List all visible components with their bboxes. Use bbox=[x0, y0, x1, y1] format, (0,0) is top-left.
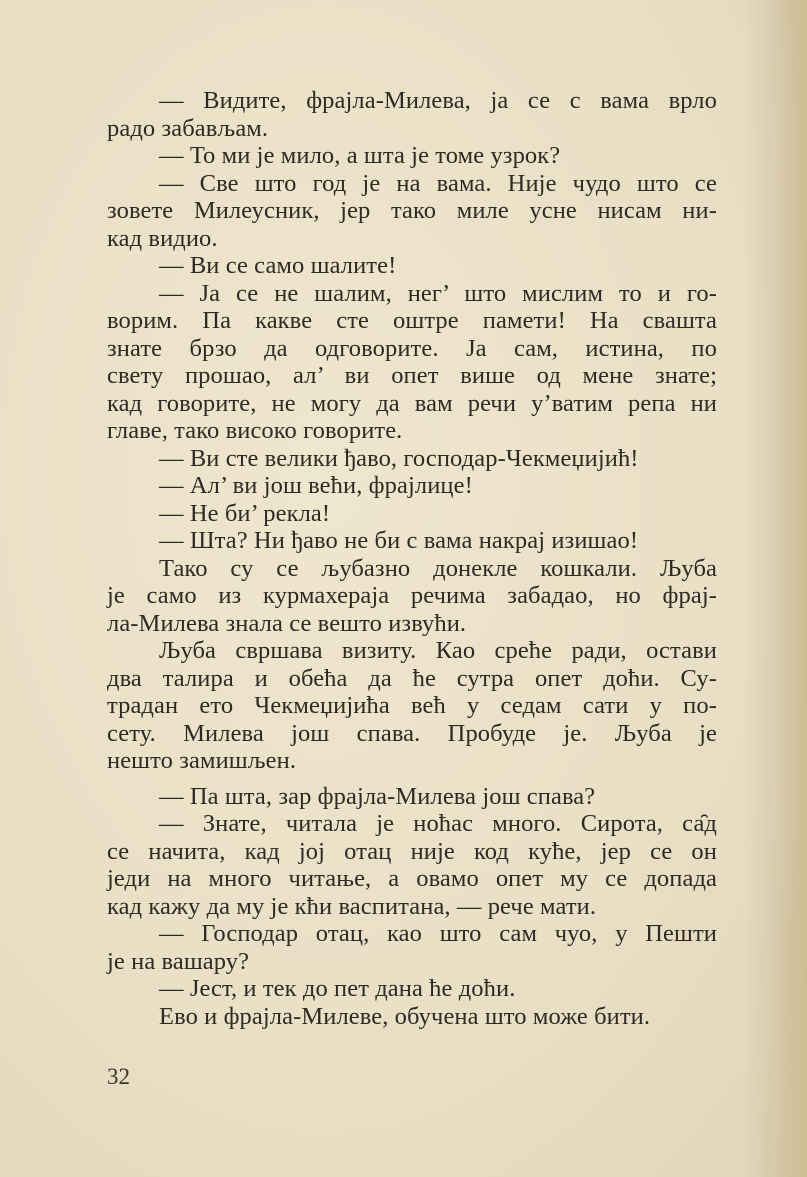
text-line: ворим. Па какве сте оштре памети! На свашта bbox=[107, 307, 717, 334]
text-line: ла-Милева знала се вешто извући. bbox=[107, 609, 467, 637]
page-spine-shadow bbox=[777, 0, 807, 1177]
text-line: — Ви сте велики ђаво, господар-Чекмеџијић! bbox=[159, 444, 639, 472]
text-line: кад видио. bbox=[107, 224, 218, 252]
text-line: главе, тако високо говорите. bbox=[107, 417, 403, 444]
text-line: сету. Милева још спава. Пробуде је. Љуба је bbox=[107, 719, 717, 747]
page-number: 32 bbox=[107, 1064, 130, 1089]
text-line: Ево и фрајла-Милеве, обучена што може бити. bbox=[159, 1002, 651, 1030]
text-line: — То ми је мило, а шта је томе узрок? bbox=[159, 142, 561, 169]
text-line: — Све што год је на вама. Није чудо што се bbox=[159, 169, 717, 197]
text-line: — Видите, фрајла-Милева, ја се с вама врло bbox=[159, 87, 717, 114]
text-line: Тако су се љубазно донекле кошкали. Љуба bbox=[159, 554, 717, 582]
text-line: — Господар отац, као што сам чуо, у Пешти bbox=[159, 920, 717, 947]
text-line: нешто замишљен. bbox=[107, 747, 297, 774]
text-line: — Па шта, зар фрајла-Милева још спава? bbox=[159, 782, 596, 810]
text-line: — Ал’ ви још већи, фрајлице! bbox=[159, 472, 473, 499]
text-line: — Ја се не шалим, нег’ што мислим то и го- bbox=[159, 279, 717, 307]
text-line: једи на много читање, а овамо опет му се допада bbox=[107, 865, 717, 892]
text-line: свету прошао, ал’ ви опет више од мене знате; bbox=[107, 362, 717, 389]
text-line: зовете Милеусник, јер тако миле усне нисам ни- bbox=[107, 197, 717, 224]
text-line: радо забављам. bbox=[107, 114, 269, 142]
text-line: традан ето Чекмеџијића већ у седам сати у по- bbox=[107, 692, 717, 719]
text-line: је само из курмахераја речима забадао, но фрај- bbox=[107, 582, 717, 609]
text-line: — Знате, читала је ноћас много. Сирота, са̑д bbox=[159, 810, 717, 837]
text-line: се начита, кад јој отац није код куће, јер се он bbox=[107, 837, 717, 865]
text-line: — Шта? Ни ђаво не би с вама накрај изишао! bbox=[159, 527, 639, 554]
text-line: — Не би’ рекла! bbox=[159, 499, 331, 527]
text-line: Љуба свршава визиту. Као среће ради, остави bbox=[159, 637, 717, 664]
text-line: два талира и обећа да ће сутра опет доћи. Су- bbox=[107, 664, 717, 692]
text-line: знате брзо да одговорите. Ја сам, истина, по bbox=[107, 334, 717, 362]
body-text bbox=[107, 87, 717, 1030]
text-line: кад говорите, не могу да вам речи у’ватим репа ни bbox=[107, 389, 717, 417]
text-line: — Ви се само шалите! bbox=[159, 252, 397, 279]
text-line: — Јест, и тек до пет дана ће доћи. bbox=[159, 975, 516, 1002]
text-line: кад кажу да му је кћи васпитана, — рече мати. bbox=[107, 892, 597, 920]
paragraph-gap bbox=[107, 775, 717, 783]
text-line: је на вашару? bbox=[107, 947, 250, 975]
